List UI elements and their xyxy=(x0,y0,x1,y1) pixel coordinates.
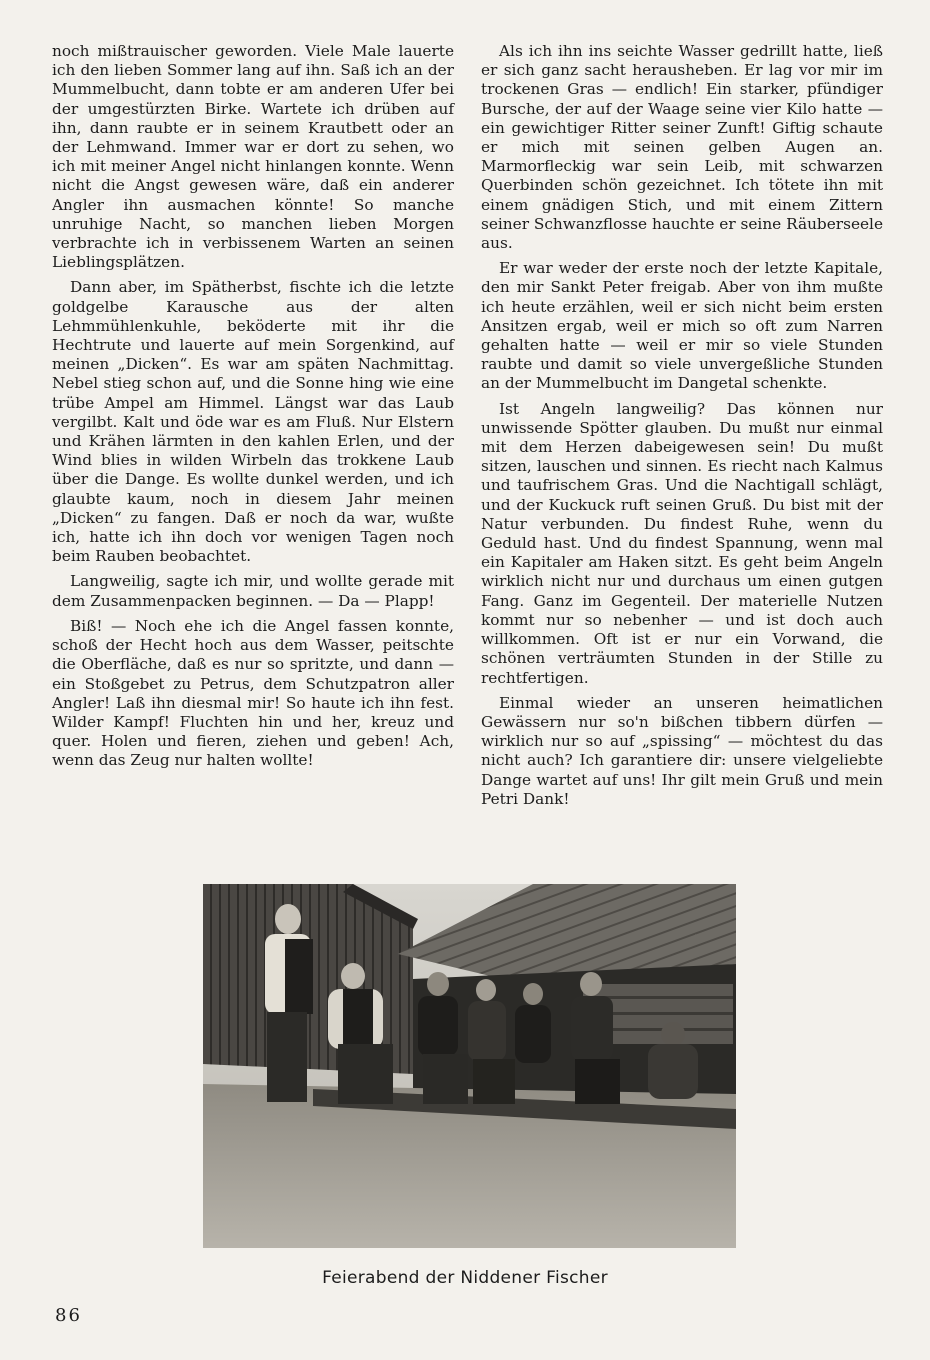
paragraph: Biß! — Noch ehe ich die Angel fassen konnte, schoß der Hecht hoch aus dem Wasser, peitschte die Oberfläche, daß es nur so spritzte, und dann — ein Stoßgebet zu Petrus, dem Schutzpatron aller Angler! Laß ihn diesmal mir! So haute ich ihn fest. Wilder Kampf! Fluchten hin und her, kreuz und quer. Holen und fieren, ziehen und geben! Ach, wenn das Zeug nur halten wollte! xyxy=(52,616,454,770)
paragraph: noch mißtrauischer geworden. Viele Male lauerte ich den lieben Sommer lang auf ihn. Saß ich an der Mummelbucht, dann tobte er am anderen Ufer bei der umgestürzten Birke. Wartete ich drüben auf ihn, dann raubte er in seinem Krautbett oder an der Lehmwand. Immer war er dort zu sehen, wo ich mit meiner Angel nicht hinlangen konnte. Wenn nicht die Angst gewesen wäre, daß ein anderer Angler ihn ausmachen könnte! So manche unruhige Nacht, so manchen lieben Morgen verbrachte ich in verbissenem Warten an seinen Lieblingsplätzen. xyxy=(52,42,454,272)
page-number: 86 xyxy=(55,1305,82,1326)
paragraph: Langweilig, sagte ich mir, und wollte gerade mit dem Zusammenpacken beginnen. — Da — Plapp! xyxy=(52,572,454,610)
fishermen-photo xyxy=(203,884,736,1248)
left-text-column xyxy=(52,42,454,777)
photo-illustration xyxy=(203,884,736,1248)
paragraph: Er war weder der erste noch der letzte Kapitale, den mir Sankt Peter freigab. Aber von ihm mußte ich heute erzählen, weil er sich nicht beim ersten Ansitzen ergab, weil er mich so oft zum Narren gehalten hatte — weil er mir so viele Stunden raubte und damit so viele unvergeßliche Stunden an der Mummelbucht im Dangetal schenkte. xyxy=(481,259,883,393)
paragraph: Als ich ihn ins seichte Wasser gedrillt hatte, ließ er sich ganz sacht herausheben. Er lag vor mir im trockenen Gras — endlich! Ein starker, pfündiger Bursche, der auf der Waage seine vier Kilo hatte — ein gewichtiger Ritter seiner Zunft! Giftig schaute er mich mit seinen gelben Augen an. Marmorfleckig war sein Leib, mit schwarzen Querbinden schön gezeichnet. Ich tötete ihn mit einem gnädigen Stich, und mit einem Zittern seiner Schwanzflosse hauchte er seine Räuberseele aus. xyxy=(481,42,883,253)
paragraph: Einmal wieder an unseren heimatlichen Gewässern nur so'n bißchen tibbern dürfen — wirklich nur so auf „spissing“ — möchtest du das nicht auch? Ich garantiere dir: unsere vielgeliebte Dange wartet auf uns! Ihr gilt mein Gruß und mein Petri Dank! xyxy=(481,693,883,808)
paragraph: Dann aber, im Spätherbst, fischte ich die letzte goldgelbe Karausche aus der alten Lehmmühlenkuhle, beköderte mit ihr die Hechtrute und lauerte auf mein Sorgenkind, auf meinen „Dicken“. Es war am späten Nachmittag. Nebel stieg schon auf, und die Sonne hing wie eine trübe Ampel am Himmel. Längst war das Laub vergilbt. Kalt und öde war es am Fluß. Nur Elstern und Krähen lärmten in den kahlen Erlen, und der Wind blies in wilden Wirbeln das trokkene Laub über die Dange. Es wollte dunkel werden, und ich glaubte kaum, noch in diesem Jahr meinen „Dicken“ zu fangen. Daß er noch da war, wußte ich, hatte ich ihn doch vor wenigen Tagen noch beim Rauben beobachtet. xyxy=(52,278,454,566)
photo-caption: Feierabend der Niddener Fischer xyxy=(322,1268,608,1288)
paragraph: Ist Angeln langweilig? Das können nur unwissende Spötter glauben. Du mußt nur einmal mit dem Herzen dabeigewesen sein! Du mußt sitzen, lauschen und sinnen. Es riecht nach Kalmus und taufrischem Gras. Und die Nachtigall schlägt, und der Kuckuck ruft seinen Gruß. Du bist mit der Natur verbunden. Du findest Ruhe, wenn du Geduld hast. Und du findest Spannung, wenn mal ein Kapitaler am Haken sitzt. Es geht beim Angeln wirklich nicht nur und durchaus um einen gutgen Fang. Ganz im Gegenteil. Der materielle Nutzen kommt nur so nebenher — und ist doch auch willkommen. Oft ist er nur ein Vorwand, die schönen verträumten Stunden in der Stille zu rechtfertigen. xyxy=(481,399,883,687)
right-text-column xyxy=(481,42,883,815)
